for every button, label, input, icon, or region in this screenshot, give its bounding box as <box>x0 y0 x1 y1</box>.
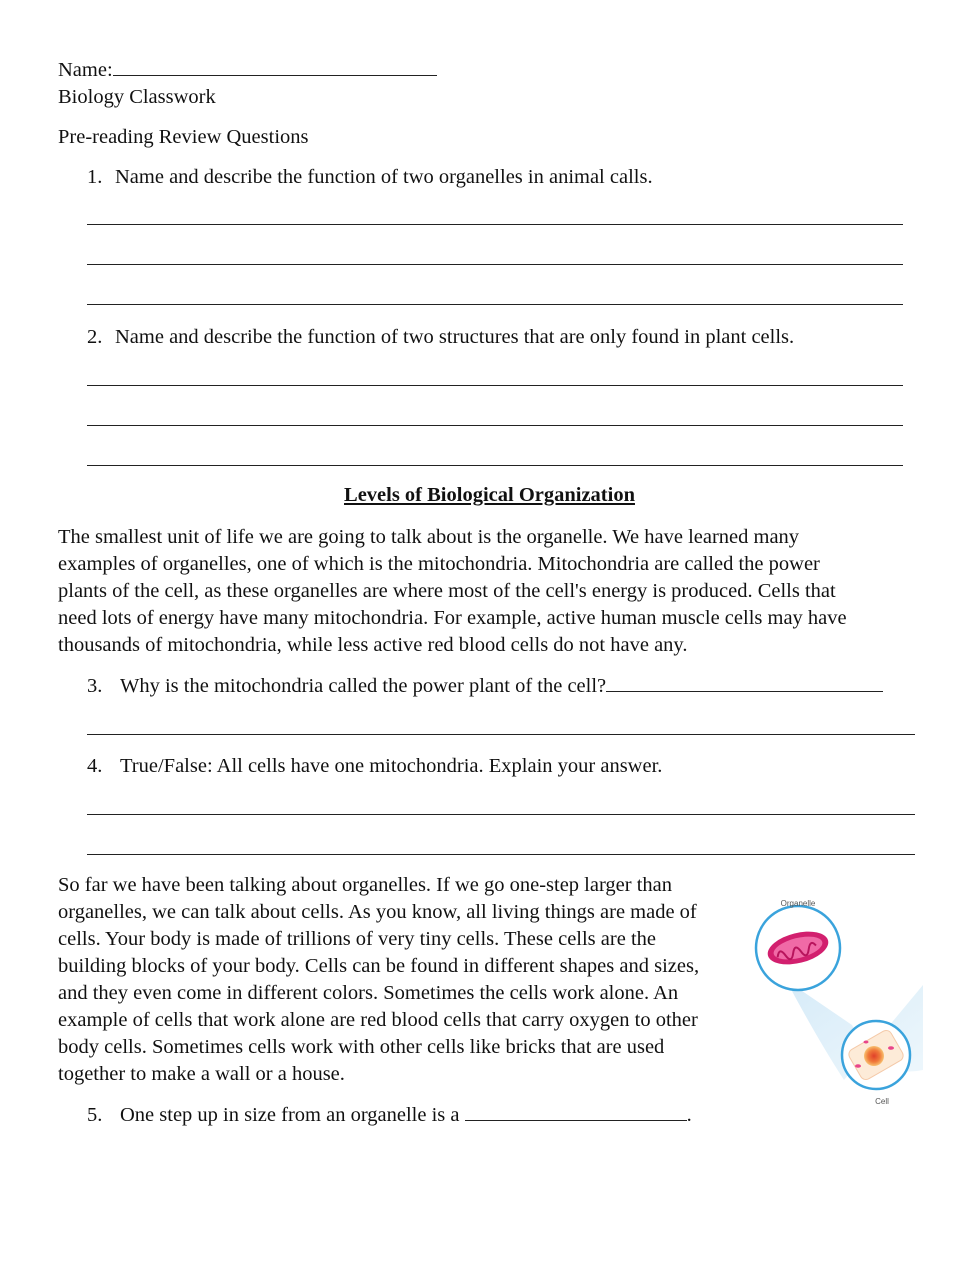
question-2 <box>87 324 794 351</box>
answer-line-q4-2[interactable] <box>87 854 915 855</box>
answer-line-q2-1[interactable] <box>87 385 903 386</box>
paragraph-line: building blocks of your body. Cells can be found in different shapes and sizes, <box>58 955 700 977</box>
question-text: True/False: All cells have one mitochondria. Explain your answer. <box>120 755 663 777</box>
question-number: 3. <box>87 675 103 697</box>
figure-label-organelle: Organelle <box>780 899 816 908</box>
name-label: Name: <box>58 59 113 81</box>
question-4 <box>87 753 662 780</box>
question-number: 1. <box>87 166 103 188</box>
paragraph-line: together to make a wall or a house. <box>58 1063 345 1085</box>
paragraph-cells <box>58 872 699 1088</box>
cell-circle <box>842 1021 910 1089</box>
question-3 <box>87 673 883 700</box>
section-heading: Levels of Biological Organization <box>344 484 635 506</box>
question-text: Name and describe the function of two organelles in animal calls. <box>115 166 653 188</box>
paragraph-line: examples of organelles, one of which is the mitochondria. Mitochondria are called the power <box>58 553 820 575</box>
answer-line-q1-2[interactable] <box>87 264 903 265</box>
answer-blank-q3[interactable] <box>606 673 883 692</box>
paragraph-line: So far we have been talking about organelles. If we go one-step larger than <box>58 874 673 896</box>
name-input[interactable] <box>113 57 437 76</box>
section-title: Pre-reading Review Questions <box>58 126 309 148</box>
figure-label-cell: Cell <box>875 1097 889 1106</box>
answer-line-q2-2[interactable] <box>87 425 903 426</box>
answer-line-q1-3[interactable] <box>87 304 903 305</box>
question-number: 4. <box>87 755 103 777</box>
paragraph-line: example of cells that work alone are red blood cells that carry oxygen to other <box>58 1009 698 1031</box>
paragraph-line: organelles, we can talk about cells. As you know, all living things are made of <box>58 901 697 923</box>
organelle-circle <box>756 906 840 990</box>
question-number: 5. <box>87 1104 103 1126</box>
paragraph-line: body cells. Sometimes cells work with other cells like bricks that are used <box>58 1036 665 1058</box>
question-text: Name and describe the function of two structures that are only found in plant cells. <box>115 326 795 348</box>
paragraph-line: and they even come in different colors. Sometimes the cells work alone. An <box>58 982 679 1004</box>
answer-blank-q5[interactable] <box>465 1102 687 1121</box>
answer-line-q3-1[interactable] <box>87 734 915 735</box>
question-1 <box>87 164 653 191</box>
answer-line-q4-1[interactable] <box>87 814 915 815</box>
nucleus-icon <box>864 1046 884 1066</box>
question-end: . <box>686 1104 692 1126</box>
organelle-cell-figure <box>748 890 928 1115</box>
paragraph-line: plants of the cell, as these organelles are where most of the cell's energy is produced. Cells that <box>58 580 836 602</box>
answer-line-q1-1[interactable] <box>87 224 903 225</box>
name-line <box>58 57 437 84</box>
paragraph-line: need lots of energy have many mitochondria. For example, active human muscle cells may have <box>58 607 847 629</box>
question-text: One step up in size from an organelle is a <box>120 1104 460 1126</box>
paragraph-line: cells. Your body is made of trillions of very tiny cells. These cells are the <box>58 928 656 950</box>
paragraph-line: thousands of mitochondria, while less active red blood cells do not have any. <box>58 634 688 656</box>
question-number: 2. <box>87 326 103 348</box>
class-title: Biology Classwork <box>58 86 216 108</box>
question-5 <box>87 1102 692 1129</box>
answer-line-q2-3[interactable] <box>87 465 903 466</box>
question-text: Why is the mitochondria called the power plant of the cell? <box>120 675 607 697</box>
paragraph-line: The smallest unit of life we are going to talk about is the organelle. We have learned many <box>58 526 800 548</box>
paragraph-organelle <box>58 524 847 659</box>
